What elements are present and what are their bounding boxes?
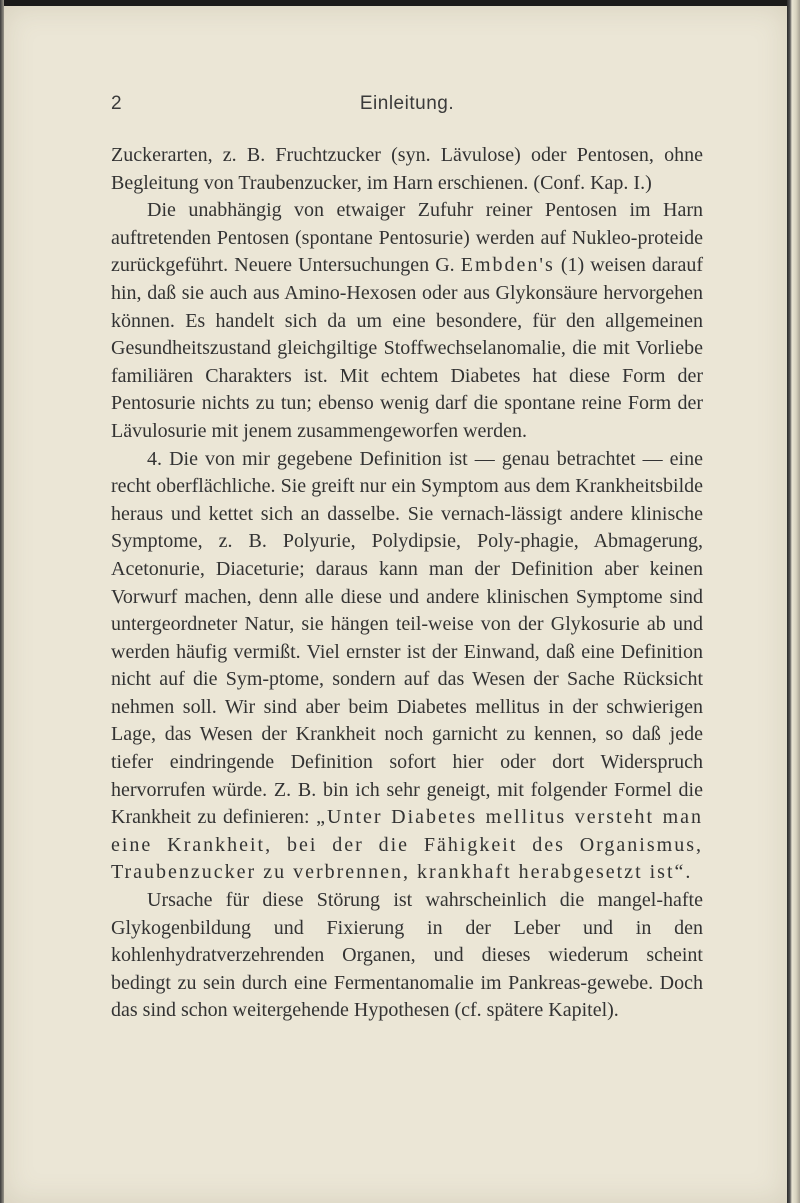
paragraph-2-text-before: Die unabhängig von etwaiger Zufuhr reiner Pentosen im Harn auftretenden Pentosen (spontane Pentosurie) werden auf Nukleo-proteide zurückgeführt. Neuere Untersuchungen G.	[111, 199, 703, 277]
paragraph-1: Zuckerarten, z. B. Fruchtzucker (syn. Lävulose) oder Pentosen, ohne Begleitung von Traubenzucker, im Harn erschienen. (Conf. Kap. I.)	[111, 144, 703, 194]
paragraph-4: Ursache für diese Störung ist wahrscheinlich die mangel-hafte Glykogenbildung und Fixierung in der Leber und in den kohlenhydratverzehrenden Organen, und dieses wiederum scheint bedingt zu sein durch eine Fermentanomalie im Pankreas-gewebe. Doch das sind schon weitergehende Hypothesen (cf. spätere Kapitel).	[111, 889, 703, 1022]
paragraph-3-text: 4. Die von mir gegebene Definition ist — genau betrachtet — eine recht oberflächliche. Sie greift nur ein Symptom aus dem Krankheitsbilde heraus und kettet sich an dasselbe. Sie vernach-lässigt andere klinische Symptome, z. B. Polyurie, Polydipsie, Poly-phagie, Abmagerung, Acetonurie, Diaceturie; daraus kann man der Definition aber keinen Vorwurf machen, denn alle diese und andere klinischen Symptome sind untergeordneter Natur, sie hängen teil-weise von der Glykosurie ab und werden häufig vermißt. Viel ernster ist der Einwand, daß eine Definition nicht auf die Sym-ptome, sondern auf das Wesen der Sache Rücksicht nehmen soll. Wir sind aber beim Diabetes mellitus in der schwierigen Lage, das Wesen der Krankheit noch garnicht zu kennen, so daß jede tiefer eindringende Definition sofort hier oder dort Widerspruch hervorrufen würde. Z. B. bin ich sehr geneigt, mit folgender Formel die Krankheit zu definieren:	[111, 447, 703, 829]
page-number: 2	[111, 93, 122, 114]
running-title: Einleitung.	[359, 93, 455, 114]
author-name: Embden's	[460, 254, 555, 277]
page-header	[111, 93, 703, 121]
paragraph-3	[111, 446, 703, 888]
body-text	[111, 142, 703, 1025]
paragraph-2-text-after: (1) weisen darauf hin, daß sie auch aus Amino-Hexosen oder aus Glykonsäure hervorgehen können. Es handelt sich da um eine besondere, für den allgemeinen Gesundheitszustand gleichgiltige Stoffwechselanomalie, die mit Vorliebe familiären Charakters ist. Mit echtem Diabetes hat diese Form der Pentosurie nichts zu tun; ebenso wenig darf die spontane reine Form der Lävulosurie mit jenem zusammengeworfen werden.	[111, 254, 703, 442]
book-binding-edge	[787, 0, 800, 1203]
paragraph-2	[111, 197, 703, 445]
definition-quote: „Unter Diabetes mellitus versteht man eine Krankheit, bei der die Fähigkeit des Organismus, Traubenzucker zu verbrennen, krankhaft herabgesetzt ist“.	[111, 806, 704, 884]
